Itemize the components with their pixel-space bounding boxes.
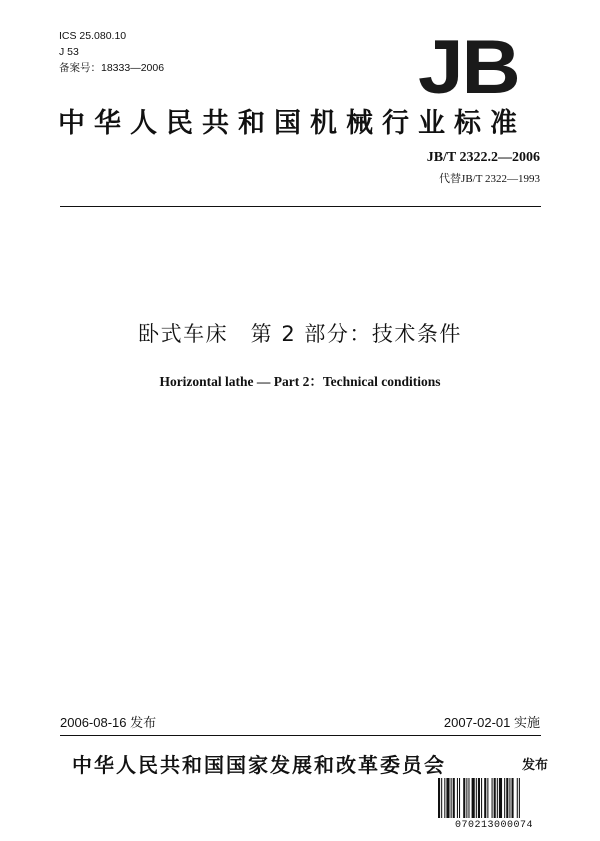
barcode-bar (453, 778, 455, 818)
issue-date: 2006-08-16 发布 (60, 715, 157, 730)
barcode-bar (484, 778, 486, 818)
barcode-bar (506, 778, 508, 818)
barcode-bar (481, 778, 482, 818)
publisher-suffix: 发布 (522, 758, 549, 773)
barcode-bar (468, 778, 469, 818)
barcode-bar (463, 778, 465, 818)
replaces-standard: 代替JB/T 2322—1993 (439, 173, 540, 185)
barcode-bar (438, 778, 440, 818)
barcode-bar (459, 778, 460, 818)
barcode-bar (457, 778, 458, 818)
barcode-bar (517, 778, 518, 818)
barcode-bar (492, 778, 493, 818)
barcode-bar (446, 778, 449, 818)
jb-logo: JB (418, 25, 519, 110)
barcode-bar (519, 778, 520, 818)
barcode-bar (472, 778, 475, 818)
barcode-bar (512, 778, 514, 818)
barcode-bar (509, 778, 510, 818)
barcode-bar (499, 778, 502, 818)
record-number: 备案号：18333—2006 (59, 62, 165, 74)
barcode-bar (476, 778, 477, 818)
standard-title: 中华人民共和国机械行业标准 (58, 108, 526, 139)
barcode-bar (451, 778, 452, 818)
ics-number: ICS 25.080.10 (59, 30, 127, 42)
barcode-bar (466, 778, 467, 818)
barcode (438, 778, 550, 818)
effective-date: 2007-02-01 实施 (443, 715, 540, 730)
barcode-bar (478, 778, 480, 818)
barcode-bar (494, 778, 496, 818)
barcode-bar (487, 778, 488, 818)
classification-code: J 53 (59, 46, 79, 58)
document-title-cn: 卧式车床 第 2 部分：技术条件 (138, 322, 462, 346)
barcode-bar (497, 778, 498, 818)
standard-code: JB/T 2322.2—2006 (426, 150, 540, 165)
top-divider (60, 206, 541, 207)
barcode-number: 070213000074 (454, 820, 533, 831)
barcode-bar (504, 778, 505, 818)
publisher-name: 中华人民共和国国家发展和改革委员会 (72, 753, 446, 777)
barcode-bar (444, 778, 445, 818)
bottom-divider (60, 735, 541, 736)
document-title-en: Horizontal lathe — Part 2：Technical conditions (159, 374, 441, 389)
barcode-bar (441, 778, 442, 818)
